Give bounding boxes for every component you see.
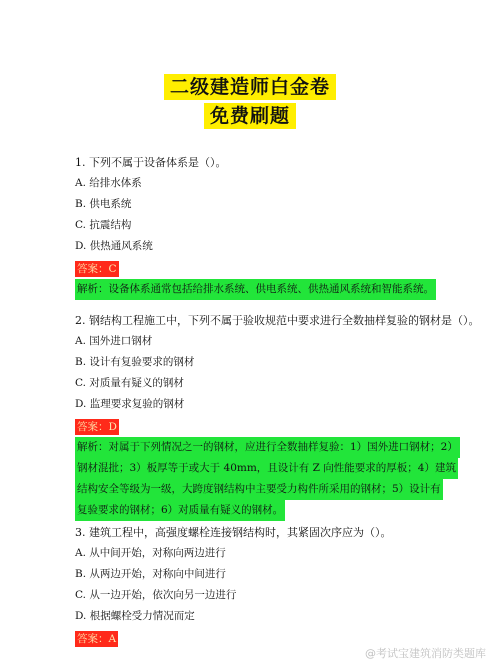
option-d: D. 供热通风系统 (75, 240, 153, 252)
option-c: C. 对质量有疑义的钢材 (75, 377, 184, 389)
option-b: B. 供电系统 (75, 198, 132, 210)
answer-badge: 答案：A (77, 633, 117, 645)
page-title: 二级建造师白金卷 (164, 74, 336, 100)
option-d: D. 根据螺栓受力情况而定 (75, 610, 195, 622)
option-b: B. 从两边开始，对称向中间进行 (75, 568, 226, 580)
question-3 (75, 522, 435, 647)
option-d: D. 监理要求复验的钢材 (75, 398, 185, 410)
question-stem: 1. 下列不属于设备体系是（）。 (75, 156, 227, 169)
question-stem: 3. 建筑工程中，高强度螺栓连接钢结构时，其紧固次序应为（）。 (75, 526, 392, 539)
explanation-line: 结构安全等级为一级，大跨度钢结构中主要受力构件所采用的钢材；5）设计有 (75, 479, 443, 500)
explanation-line: 解析：对属于下列情况之一的钢材，应进行全数抽样复验：1）国外进口钢材；2） (75, 437, 460, 458)
question-stem: 2. 钢结构工程施工中，下列不属于验收规范中要求进行全数抽样复验的钢材是（）。 (75, 314, 480, 327)
answer-badge: 答案：C (77, 263, 117, 275)
explanation-line: 解析：设备体系通常包括给排水系统、供电系统、供热通风系统和智能系统。 (75, 279, 436, 300)
explanation-line: 复验要求的钢材；6）对质量有疑义的钢材。 (75, 500, 285, 521)
question-2 (75, 310, 480, 521)
question-1 (75, 152, 435, 300)
answer-badge: 答案：D (77, 421, 117, 433)
watermark: @考试宝建筑消防类题库 (365, 647, 486, 660)
option-b: B. 设计有复验要求的钢材 (75, 356, 195, 368)
option-c: C. 抗震结构 (75, 219, 132, 231)
explanation-line: 钢材混批；3）板厚等于或大于 40mm，且设计有 Z 向性能要求的厚板；4）建筑 (75, 458, 458, 479)
explanation (75, 437, 458, 521)
page-subtitle: 免费刷题 (204, 103, 296, 129)
page-header (0, 74, 500, 129)
option-a: A. 国外进口钢材 (75, 335, 153, 347)
option-a: A. 给排水体系 (75, 177, 142, 189)
explanation (75, 279, 435, 300)
option-a: A. 从中间开始，对称向两边进行 (75, 547, 226, 559)
option-c: C. 从一边开始，依次向另一边进行 (75, 589, 237, 601)
